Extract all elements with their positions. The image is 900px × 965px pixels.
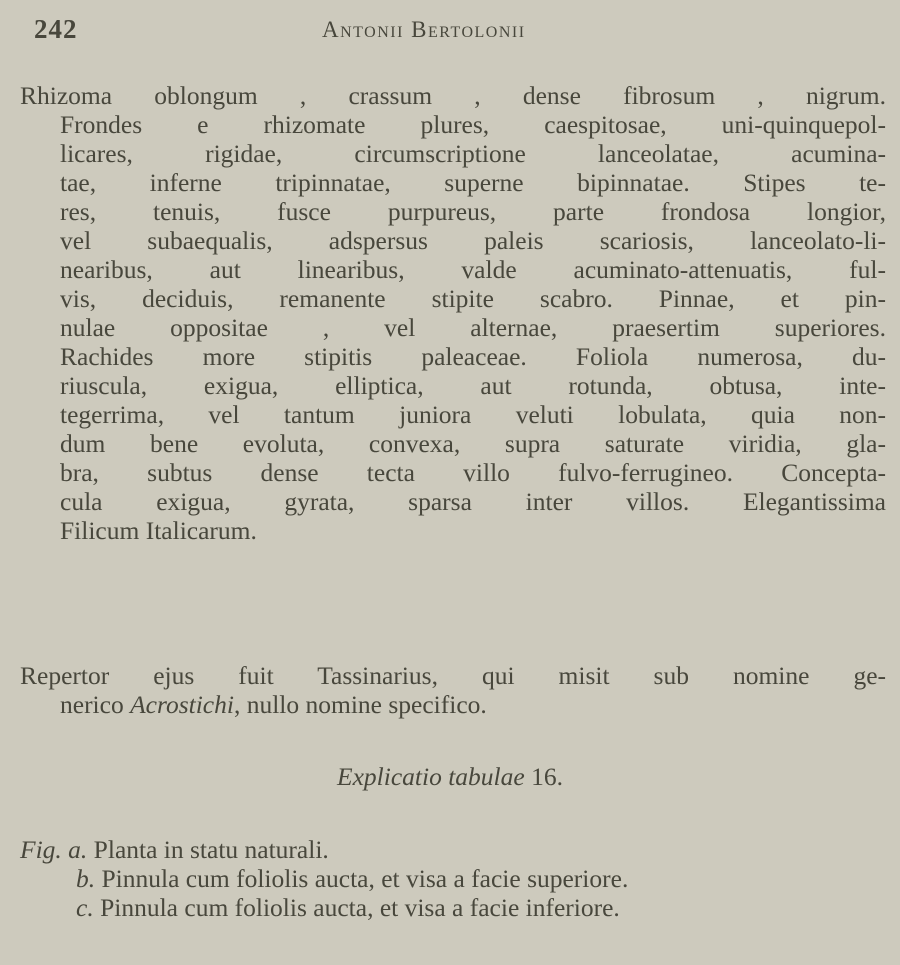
- figure-item: [20, 893, 628, 922]
- genus-name: Acrostichi: [130, 690, 234, 719]
- text-line: licares, rigidae, circumscriptione lanceolatae, acumina-: [60, 139, 886, 168]
- figure-letter: b.: [76, 864, 96, 893]
- text-line: Filicum Italicarum.: [60, 516, 257, 545]
- text-line: nulae oppositae , vel alternae, praesertim superiores.: [60, 313, 886, 342]
- figure-text: Planta in statu naturali.: [87, 835, 329, 864]
- text-line: vis, deciduis, remanente stipite scabro. Pinnae, et pin-: [60, 284, 886, 313]
- repertor-paragraph: [20, 661, 886, 719]
- text-line: [20, 690, 886, 719]
- text-line: Frondes e rhizomate plures, caespitosae, uni-quinquepol-: [60, 110, 886, 139]
- plate-number: 16.: [531, 762, 563, 791]
- figure-item: [20, 835, 628, 864]
- running-head: Antonii Bertolonii: [322, 17, 526, 42]
- figure-text: Pinnula cum foliolis aucta, et visa a facie inferiore.: [93, 893, 620, 922]
- text-line: bra, subtus dense tecta villo fulvo-ferrugineo. Concepta-: [60, 458, 886, 487]
- text-line: dum bene evoluta, convexa, supra saturate viridia, gla-: [60, 429, 886, 458]
- figure-letter: c.: [76, 893, 94, 922]
- text-line: res, tenuis, fusce purpureus, parte frondosa longior,: [60, 197, 886, 226]
- figure-text: Pinnula cum foliolis aucta, et visa a facie superiore.: [95, 864, 629, 893]
- figure-item: [20, 864, 628, 893]
- text-line: vel subaequalis, adspersus paleis scariosis, lanceolato-li-: [60, 226, 886, 255]
- figure-list: [20, 835, 628, 922]
- text-line: cula exigua, gyrata, sparsa inter villos. Elegantissima: [60, 487, 886, 516]
- text-run: , nullo nomine specifico.: [233, 690, 487, 719]
- heading-italic: Explicatio tabulae: [337, 762, 525, 791]
- fig-label: Fig.: [20, 835, 62, 864]
- plate-explanation-heading: [0, 762, 900, 792]
- text-line: tae, inferne tripinnatae, superne bipinnatae. Stipes te-: [60, 168, 886, 197]
- figure-letter: a.: [68, 835, 88, 864]
- text-line: Rhizoma oblongum , crassum , dense fibrosum , nigrum.: [20, 81, 886, 110]
- text-line: Repertor ejus fuit Tassinarius, qui misit sub nomine ge-: [20, 661, 886, 690]
- text-line: tegerrima, vel tantum juniora veluti lobulata, quia non-: [60, 400, 886, 429]
- text-run: nerico: [60, 690, 131, 719]
- text-line: nearibus, aut linearibus, valde acuminato-attenuatis, ful-: [60, 255, 886, 284]
- description-paragraph: [20, 81, 886, 545]
- text-line: Rachides more stipitis paleaceae. Foliola numerosa, du-: [60, 342, 886, 371]
- page-number: 242: [34, 14, 78, 44]
- text-line: riuscula, exigua, elliptica, aut rotunda, obtusa, inte-: [60, 371, 886, 400]
- page-header: [0, 14, 900, 50]
